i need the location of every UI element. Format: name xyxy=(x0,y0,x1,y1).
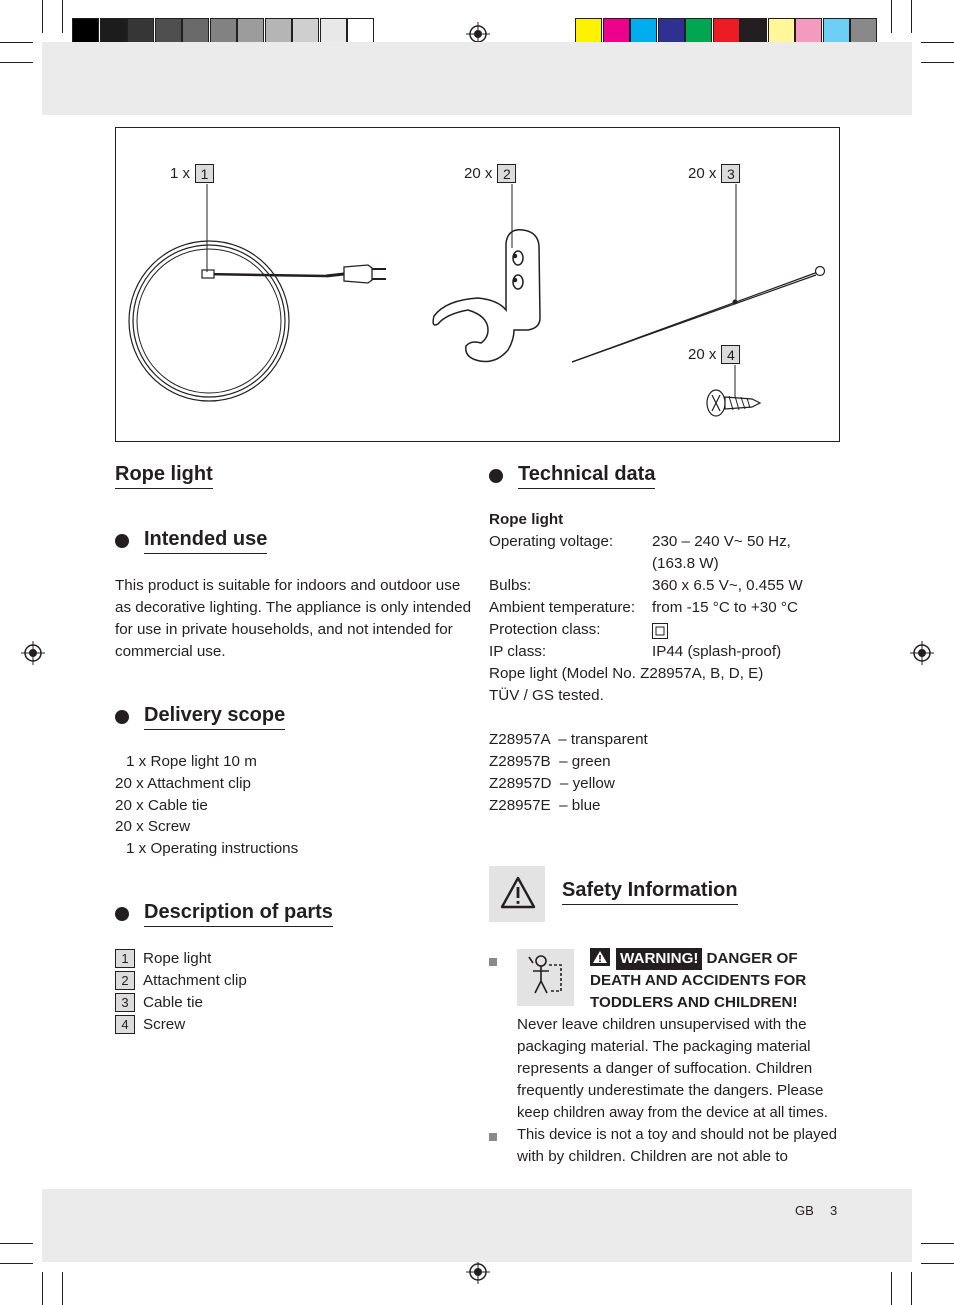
screw-icon xyxy=(707,390,760,416)
spec-label: Ambient temperature: xyxy=(489,599,636,616)
crop-mark xyxy=(0,1243,33,1244)
callout-number: 2 xyxy=(497,164,516,183)
child-with-packaging-icon xyxy=(525,953,567,1001)
crop-mark xyxy=(921,1243,954,1244)
crop-mark xyxy=(62,0,63,33)
heading-bullet-icon xyxy=(115,534,129,548)
technical-subheading: Rope light xyxy=(489,511,564,528)
callout-1 xyxy=(170,164,214,183)
tested-line: TÜV / GS tested. xyxy=(489,687,604,704)
registration-target-icon xyxy=(910,641,934,665)
callout-4 xyxy=(688,345,740,364)
crop-mark xyxy=(0,1263,33,1264)
part-row xyxy=(115,949,211,968)
warning-badge: WARNING! xyxy=(616,948,702,970)
crop-mark xyxy=(0,42,33,43)
variant-line: Z28957D – yellow xyxy=(489,775,615,792)
crop-mark xyxy=(921,1263,954,1264)
variant-line: Z28957B – green xyxy=(489,753,611,770)
callout-qty: 1 x xyxy=(170,165,191,182)
footer-language: GB xyxy=(795,1203,814,1218)
warning-small-icon xyxy=(590,948,610,966)
description-of-parts-heading: Description of parts xyxy=(115,901,333,927)
attachment-clip-icon xyxy=(433,230,540,362)
page-number: 3 xyxy=(830,1203,838,1218)
callout-qty: 20 x xyxy=(464,165,493,182)
warning-triangle-icon xyxy=(500,876,536,909)
safety-body-line: This device is not a toy and should not be played xyxy=(517,1127,837,1143)
spec-label: Bulbs: xyxy=(489,577,532,594)
safety-body-line: Never leave children unsupervised with the xyxy=(517,1016,807,1033)
model-line: Rope light (Model No. Z28957A, B, D, E) xyxy=(489,665,764,682)
safety-body-line: keep children away from the device at all times. xyxy=(517,1105,828,1121)
crop-mark xyxy=(0,62,33,63)
header-band xyxy=(42,42,912,115)
intended-use-line: This product is suitable for indoors and outdoor use xyxy=(115,577,461,594)
crop-mark xyxy=(42,1272,43,1305)
spec-value: 230 – 240 V~ 50 Hz, xyxy=(652,533,791,550)
callout-3 xyxy=(688,164,740,183)
protection-class-ii-icon xyxy=(652,623,668,639)
variant-line: Z28957E – blue xyxy=(489,797,601,814)
delivery-item: 20 x Cable tie xyxy=(115,797,208,814)
delivery-item: 20 x Screw xyxy=(115,818,191,835)
warning-line: DEATH AND ACCIDENTS FOR xyxy=(590,972,807,989)
registration-target-icon xyxy=(466,1260,490,1284)
callout-number: 4 xyxy=(721,345,740,364)
part-number: 2 xyxy=(115,971,135,990)
heading-bullet-icon xyxy=(115,710,129,724)
crop-mark xyxy=(891,1272,892,1305)
warning-text: DANGER OF xyxy=(706,950,798,967)
crop-mark xyxy=(911,0,912,33)
safety-heading: Safety Information xyxy=(562,879,738,905)
intended-use-line: commercial use. xyxy=(115,643,226,660)
part-number: 3 xyxy=(115,993,135,1012)
heading-bullet-icon xyxy=(115,907,129,921)
page-title: Rope light xyxy=(115,463,213,489)
delivery-item: 1 x Rope light 10 m xyxy=(126,753,257,770)
safety-body-line: represents a danger of suffocation. Children xyxy=(517,1060,813,1077)
warning-line xyxy=(590,948,798,970)
spec-value: (163.8 W) xyxy=(652,555,719,572)
crop-mark xyxy=(42,0,43,33)
rope-light-coil-icon xyxy=(129,241,386,401)
technical-data-heading: Technical data xyxy=(489,463,655,489)
delivery-item: 20 x Attachment clip xyxy=(115,775,251,792)
crop-mark xyxy=(921,42,954,43)
part-number: 1 xyxy=(115,949,135,968)
part-number: 4 xyxy=(115,1015,135,1034)
variant-line: Z28957A – transparent xyxy=(489,731,648,748)
spec-value: IP44 (splash-proof) xyxy=(652,643,782,660)
safety-body-line: packaging material. The packaging material xyxy=(517,1038,811,1055)
list-bullet-icon xyxy=(489,1133,497,1141)
safety-body-line: frequently underestimate the dangers. Please xyxy=(517,1082,824,1099)
spec-label: Operating voltage: xyxy=(489,533,614,550)
intended-use-line: for use in private households, and not intended for xyxy=(115,621,453,638)
crop-mark xyxy=(921,62,954,63)
part-row xyxy=(115,1015,185,1034)
registration-target-icon xyxy=(21,641,45,665)
spec-label: Protection class: xyxy=(489,621,601,638)
part-row xyxy=(115,971,247,990)
callout-2 xyxy=(464,164,516,183)
spec-value: from -15 °C to +30 °C xyxy=(652,599,798,616)
crop-mark xyxy=(62,1272,63,1305)
callout-number: 1 xyxy=(195,164,214,183)
part-label: Rope light xyxy=(143,950,212,967)
list-bullet-icon xyxy=(489,958,497,966)
part-row xyxy=(115,993,203,1012)
crop-mark xyxy=(911,1272,912,1305)
warning-line: TODDLERS AND CHILDREN! xyxy=(590,994,798,1011)
callout-number: 3 xyxy=(721,164,740,183)
part-label: Screw xyxy=(143,1016,186,1033)
crop-mark xyxy=(891,0,892,33)
safety-body-line: with by children. Children are not able to xyxy=(517,1148,788,1165)
part-label: Attachment clip xyxy=(143,972,247,989)
heading-bullet-icon xyxy=(489,469,503,483)
footer-band xyxy=(42,1189,912,1262)
intended-use-heading: Intended use xyxy=(115,528,267,554)
callout-qty: 20 x xyxy=(688,346,717,363)
delivery-scope-heading: Delivery scope xyxy=(115,704,285,730)
spec-value: 360 x 6.5 V~, 0.455 W xyxy=(652,577,803,594)
part-label: Cable tie xyxy=(143,994,203,1011)
intended-use-line: as decorative lighting. The appliance is only intended xyxy=(115,599,472,616)
delivery-item: 1 x Operating instructions xyxy=(126,840,299,857)
spec-label: IP class: xyxy=(489,643,547,660)
callout-qty: 20 x xyxy=(688,165,717,182)
